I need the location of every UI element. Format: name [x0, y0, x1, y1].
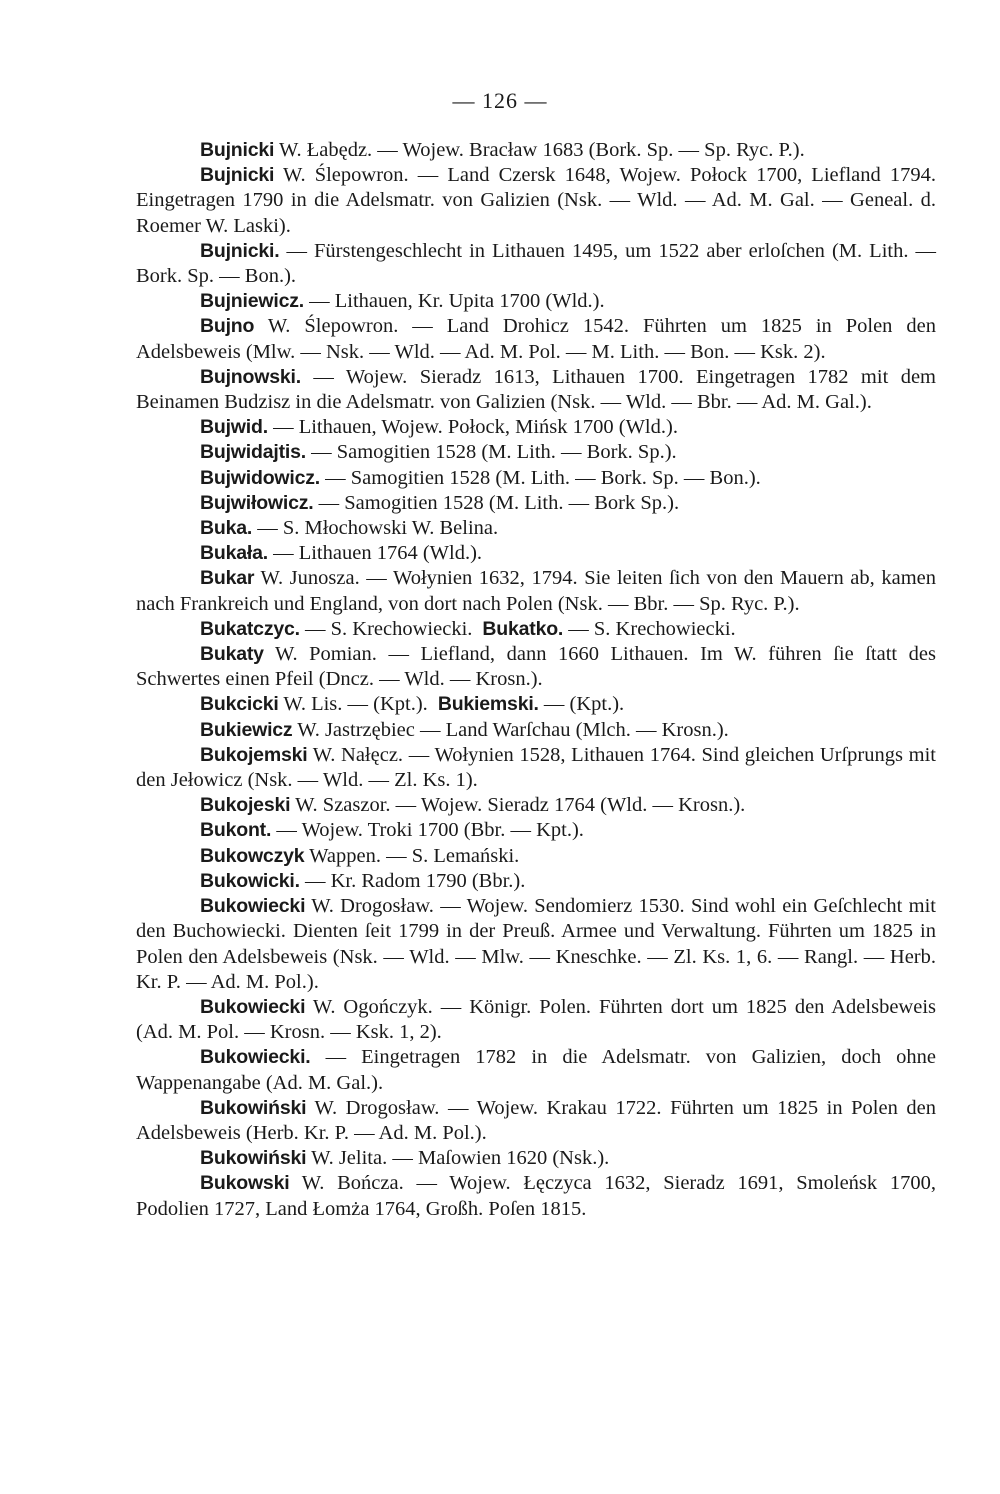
- entry-text: W. Junosza. — Wołynien 1632, 1794. Sie leiten ſich von den Mauern ab, kamen nach Frankreich und England, von dort nach Polen (Nsk. — Bbr. — Sp. Ryc. P.).: [136, 567, 936, 615]
- entry-name: Bukowski: [200, 1172, 290, 1195]
- entry-name: Bukojemski: [200, 743, 308, 766]
- entry: [136, 642, 936, 692]
- entry-text: — Wojew. Sieradz 1613, Lithauen 1700. Eingetragen 1782 mit dem Beinamen Budzisz in die Adelsmatr. von Galizien (Nsk. — Wld. — Bbr. — Ad. M. Gal.).: [136, 365, 936, 414]
- entry-name: Bujnowski.: [200, 365, 301, 388]
- entry: [136, 1146, 936, 1171]
- entry-text: W. Jastrzębiec — Land Warſchau (Mlch. — Krosn.).: [292, 718, 729, 741]
- entry-text: — Lithauen 1764 (Wld.).: [267, 542, 483, 565]
- entry-name: Bukowiński: [200, 1147, 307, 1170]
- entry: [136, 289, 936, 314]
- entry: [136, 617, 936, 642]
- page-number: — 126 —: [452, 88, 548, 113]
- entry: [136, 541, 936, 566]
- entry-name: Bukojeski: [200, 794, 291, 817]
- entry-name: Bukała.: [200, 542, 268, 565]
- entry: [136, 743, 936, 793]
- entry-text: W. Lis. — (Kpt.).: [278, 693, 428, 716]
- entry-text: — Wojew. Troki 1700 (Bbr. — Kpt.).: [271, 819, 584, 842]
- entry: [136, 239, 936, 289]
- entry-text: — S. Krechowiecki.: [563, 617, 736, 640]
- entry-text: — Samogitien 1528 (M. Lith. — Bork Sp.).: [313, 491, 680, 514]
- entry-name: Bukatko.: [482, 617, 564, 640]
- entry-name: Bukowczyk: [200, 844, 305, 867]
- entry-text: — Eingetragen 1782 in die Adelsmatr. von Galizien, doch ohne Wappenangabe (Ad. M. Gal.).: [136, 1046, 936, 1094]
- entry-name: Bujniewicz.: [200, 290, 304, 313]
- entry: [136, 566, 936, 616]
- entry: [136, 415, 936, 440]
- entry-text: W. Szaszor. — Wojew. Sieradz 1764 (Wld. — Krosn.).: [290, 794, 746, 817]
- entry-name: Bukowicki.: [200, 869, 300, 892]
- entry-name: Bukcicki: [200, 693, 279, 716]
- entry-text: — Kr. Radom 1790 (Bbr.).: [299, 869, 526, 892]
- entry-name: Bukowiecki.: [200, 1046, 311, 1069]
- entry-text: W. Ślepowron. — Land Drohicz 1542. Führten um 1825 in Polen den Adelsbeweis (Mlw. — Nsk. — Wld. — Ad. M. Pol. — M. Lith. — Bon. — Ksk. 2).: [136, 315, 936, 363]
- entry-text: W. Nałęcz. — Wołynien 1528, Lithauen 1764. Sind gleichen Urſprungs mit den Jełowicz (Nsk. — Wld. — Zl. Ks. 1).: [136, 743, 936, 792]
- entry-text: W. Ogończyk. — Königr. Polen. Führten dort um 1825 den Adelsbeweis (Ad. M. Pol. — Krosn. — Ksk. 1, 2).: [136, 995, 936, 1044]
- entry-list: [136, 138, 936, 1222]
- entry-name: Bukatczyc.: [200, 617, 300, 640]
- entry: [136, 844, 936, 869]
- entry-name: Bukowiecki: [200, 995, 306, 1018]
- entry-text: — Lithauen, Kr. Upita 1700 (Wld.).: [303, 290, 605, 313]
- entry-text: W. Bończa. — Wojew. Łęczyca 1632, Sieradz 1691, Smoleńsk 1700, Podolien 1727, Land Łomża 1764, Großh. Poſen 1815.: [136, 1172, 936, 1220]
- entry: [136, 894, 936, 995]
- entry-name: Bukowiński: [200, 1096, 307, 1119]
- entry: [136, 718, 936, 743]
- entry: [136, 869, 936, 894]
- entry-text: — Lithauen, Wojew. Połock, Mińsk 1700 (Wld.).: [267, 416, 678, 439]
- entry: [136, 466, 936, 491]
- entry-text: W. Łabędz. — Wojew. Bracław 1683 (Bork. Sp. — Sp. Ryc. P.).: [274, 139, 805, 161]
- entry-text: — S. Młochowski W. Belina.: [252, 517, 499, 540]
- entry-name: Bukowiecki: [200, 895, 306, 918]
- entry: [136, 818, 936, 843]
- entry-name: Bujwid.: [200, 416, 268, 439]
- entry-name: Bujnicki: [200, 164, 275, 187]
- entry-name: Bujno: [200, 315, 255, 338]
- entry-name: Bujwiłowicz.: [200, 491, 314, 514]
- entry-name: Bukont.: [200, 819, 272, 842]
- entry-text: — Fürstengeschlecht in Lithauen 1495, um 1522 aber erloſchen (M. Lith. — Bork. Sp. — Bon.).: [136, 239, 936, 288]
- entry: [136, 692, 936, 717]
- entry: [136, 1171, 936, 1221]
- entry-name: Bukiewicz: [200, 718, 293, 741]
- entry-name: Bukaty: [200, 643, 264, 666]
- entry-name: Bujnicki: [200, 139, 275, 161]
- entry: [136, 314, 936, 364]
- entry: [136, 365, 936, 415]
- entry: [136, 1045, 936, 1095]
- entry: [136, 1096, 936, 1146]
- entry-name: Bujnicki.: [200, 239, 280, 262]
- entry-text: W. Drogosław. — Wojew. Krakau 1722. Führten um 1825 in Polen den Adelsbeweis (Herb. Kr. P. — Ad. M. Pol.).: [136, 1096, 936, 1144]
- entry-text: W. Jelita. — Maſowien 1620 (Nsk.).: [306, 1147, 610, 1170]
- entry-text: W. Ślepowron. — Land Czersk 1648, Wojew. Połock 1700, Liefland 1794. Eingetragen 1790 in die Adelsmatr. von Galizien (Nsk. — Wld. — Ad. M. Gal. — Geneal. d. Roemer W. Laski).: [136, 164, 936, 237]
- entry-name: Bujwidajtis.: [200, 441, 306, 464]
- entry-text: — Samogitien 1528 (M. Lith. — Bork. Sp. — Bon.).: [320, 466, 761, 489]
- entry-text: W. Drogosław. — Wojew. Sendomierz 1530. Sind wohl ein Geſchlecht mit den Buchowiecki. Dienten ſeit 1799 in der Preuß. Armee und Verwaltung. Führten um 1825 in Polen den Adelsbeweis (Nsk. — Wld. — Mlw. — Kneschke. — Zl. Ks. 1, 6. — Rangl. — Herb. Kr. P. — Ad. M. Pol.).: [136, 895, 936, 993]
- entry-name: Buka.: [200, 517, 253, 540]
- entry: [136, 516, 936, 541]
- entry-name: Bujwidowicz.: [200, 466, 321, 489]
- entry-text: — (Kpt.).: [538, 693, 625, 716]
- entry: [136, 440, 936, 465]
- entry-text: — Samogitien 1528 (M. Lith. — Bork. Sp.).: [305, 441, 677, 464]
- entry-text: — S. Krechowiecki.: [299, 617, 473, 640]
- entry: [136, 163, 936, 239]
- entry-text: Wappen. — S. Lemański.: [304, 844, 520, 867]
- entry-name: Bukiemski.: [437, 693, 539, 716]
- entry: [136, 491, 936, 516]
- entry: [136, 138, 936, 163]
- entry-name: Bukar: [200, 567, 255, 590]
- entry-text: W. Pomian. — Liefland, dann 1660 Lithauen. Im W. führen ſie ſtatt des Schwertes einen Pfeil (Dncz. — Wld. — Krosn.).: [136, 643, 936, 691]
- entry: [136, 995, 936, 1045]
- entry: [136, 793, 936, 818]
